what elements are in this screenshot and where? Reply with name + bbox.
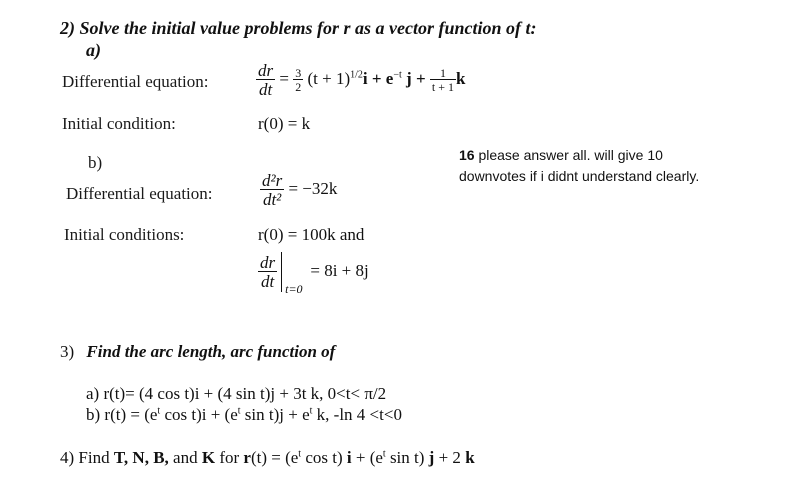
- q3-header-text: Find the arc length, arc function of: [86, 342, 336, 361]
- q2b-de-label: Differential equation:: [66, 184, 213, 203]
- q2a-lhs-num: dr: [258, 61, 274, 80]
- q2a-term1-vec: i + e: [362, 68, 394, 88]
- q3b-mid2: sin t)j + e: [240, 405, 310, 424]
- q4-r: r: [243, 448, 251, 467]
- q3-header: [60, 342, 335, 362]
- q4-eq: (t) = (e: [250, 448, 299, 467]
- q4-k: k: [465, 448, 475, 467]
- comment-note: [459, 145, 699, 187]
- q3b-sup1: t: [157, 405, 161, 417]
- q3b-mid1: cos t)i + (e: [160, 405, 238, 424]
- q2-header: 2) Solve the initial value problems for r as a vector function of t:: [60, 18, 537, 38]
- q4-bold-k: K: [201, 448, 216, 467]
- q4-bold-letters: T, N, B,: [113, 448, 169, 467]
- q4-mid1: cos t): [301, 448, 347, 467]
- q2b-de-den: dt²: [260, 189, 284, 208]
- q2-part-a: a): [86, 40, 101, 60]
- q2a-ic: r(0) = k: [258, 114, 311, 133]
- q2-part-b: b): [88, 153, 103, 172]
- q2b-ic2: [258, 252, 369, 296]
- q2a-de-label: Differential equation:: [62, 72, 209, 91]
- q4-mid2: + (e: [351, 448, 383, 467]
- q3b-sup3: t: [309, 405, 313, 417]
- note-line1-rest: please answer all. will give 10: [474, 147, 663, 163]
- q2b-ic2-rhs: = 8i + 8j: [310, 260, 369, 280]
- q3-part-a: a) r(t)= (4 cos t)i + (4 sin t)j + 3t k, 0<t< π/2: [86, 384, 387, 403]
- q2a-term1: (t + 1): [307, 68, 351, 88]
- note-line-2: downvotes if i didnt understand clearly.: [459, 168, 700, 184]
- q4-mid4: + 2: [434, 448, 466, 467]
- q3-header-num: 3): [60, 342, 75, 361]
- q2b-ic2-sub: t=0: [285, 282, 303, 296]
- q2b-ic-label: Initial conditions:: [64, 225, 185, 244]
- q4-line: [60, 448, 475, 468]
- q4-j: j: [428, 448, 435, 467]
- q4-i: i: [346, 448, 352, 467]
- q4-for: for: [215, 448, 244, 467]
- q2a-ic-label: Initial condition:: [62, 114, 176, 133]
- q4-mid3: sin t): [385, 448, 429, 467]
- q3b-suffix: k, -ln 4 <t<0: [312, 405, 402, 424]
- note-line-1: [459, 145, 699, 166]
- q2b-ic2-den: dt: [258, 271, 277, 290]
- q2a-coef-den: 2: [295, 80, 302, 94]
- note-line1-bold: 16: [459, 147, 475, 163]
- q2a-de-equation: [256, 62, 465, 98]
- q4-sup1: t: [298, 448, 302, 460]
- q2a-term2-vec: j +: [406, 68, 426, 88]
- q2a-term3-vec: k: [456, 68, 466, 88]
- q2a-frac-num: 1: [439, 66, 446, 80]
- q2b-de-equation: [260, 172, 337, 208]
- q2b-ic2-num: dr: [260, 253, 276, 272]
- q3b-sup2: t: [237, 405, 241, 417]
- q2b-de-rhs: = −32k: [288, 178, 338, 198]
- q2a-lhs-den: dt: [256, 79, 275, 98]
- q3b-prefix: b) r(t) = (e: [86, 405, 158, 424]
- q4-and: and: [168, 448, 202, 467]
- eval-bar: [281, 252, 303, 296]
- q2a-term1-exp: 1/2: [350, 69, 363, 81]
- q3-part-b: [86, 405, 402, 425]
- q2b-de-num: d²r: [262, 171, 283, 190]
- q4-prefix: 4) Find: [60, 448, 114, 467]
- q2b-ic1: r(0) = 100k and: [258, 225, 365, 244]
- q2a-frac-den: t + 1: [431, 80, 454, 94]
- q4-sup2: t: [382, 448, 386, 460]
- q2a-term2-exp: −t: [393, 69, 402, 81]
- q2a-eq: =: [279, 68, 289, 88]
- q2a-coef-num: 3: [295, 66, 302, 80]
